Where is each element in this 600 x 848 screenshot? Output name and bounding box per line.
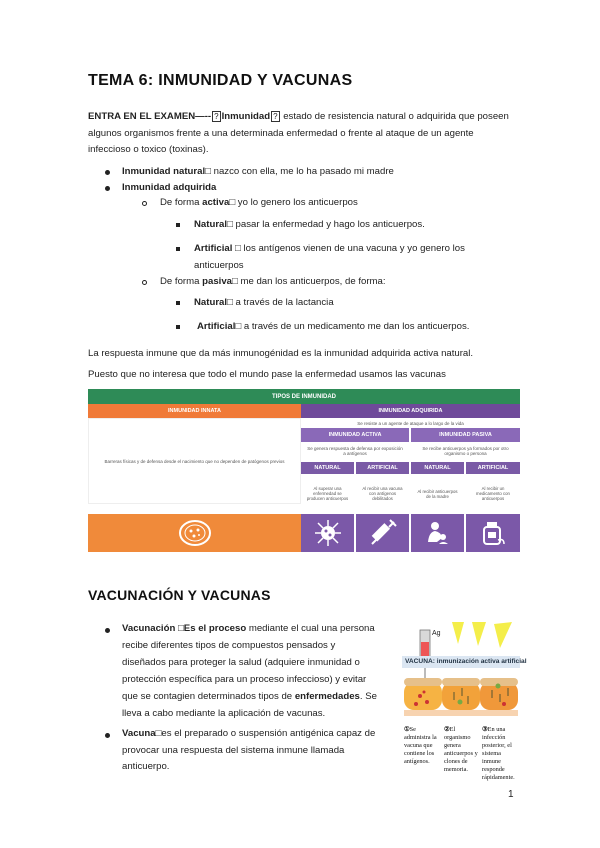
- cell-activa-artificial: Al recibir una vacuna con antígenos debilitados: [356, 475, 409, 512]
- figure-caption-3: ③En una infección posterior, el sistema inmune responde rápidamente.: [482, 726, 515, 781]
- list-item-natural: Inmunidad natural□ nazco con ella, me lo ha pasado mi madre: [122, 166, 394, 177]
- paragraph-vacunas: Puesto que no interesa que todo el mundo pase la enfermedad usamos las vacunas: [88, 369, 446, 380]
- list-item-pasiva-natural: Natural□ a través de la lactancia: [194, 297, 334, 308]
- list-item-activa-artificial-cont: anticuerpos: [194, 260, 244, 271]
- innata-description: Barreras físicas y de defensa desde el nacimiento que no dependen de patógenos previos: [88, 418, 301, 504]
- list-item-adquirida: Inmunidad adquirida: [122, 182, 217, 193]
- vacuna-line-1: Vacuna□es el preparado o suspensión antigénica capaz de: [122, 728, 376, 739]
- bullet: [105, 170, 110, 175]
- virus-icon: [301, 514, 354, 552]
- bullet-circle: [142, 201, 147, 206]
- intro-line-1: ENTRA EN EL EXAMEN—-- ? Inmunidad ? estado de resistencia natural o adquirida que poseen: [88, 111, 509, 122]
- bullet-square: [176, 325, 180, 329]
- vac-line-1: Vacunación □Es el proceso mediante el cual una persona: [122, 623, 375, 634]
- syringe-icon: [356, 514, 409, 552]
- vac-line-3: diseñados para proteger la salud (adquiere inmunidad o: [122, 657, 360, 668]
- pasiva-artificial-header: ARTIFICIAL: [466, 462, 520, 474]
- list-item-activa-artificial: Artificial □ los antígenos vienen de una vacuna y yo genero los: [194, 243, 465, 254]
- bullet-square: [176, 247, 180, 251]
- cell-activa-natural: Al superar una enfermedad se producen anticuerpos: [301, 475, 354, 512]
- figure-banner: VACUNA: inmunización activa artificial: [405, 658, 527, 665]
- medicine-bottle-icon: [466, 514, 520, 552]
- table-header: TIPOS DE INMUNIDAD: [88, 389, 520, 404]
- activa-header: INMUNIDAD ACTIVA: [301, 428, 409, 442]
- bullet: [105, 628, 110, 633]
- page-title: TEMA 6: INMUNIDAD Y VACUNAS: [88, 72, 353, 89]
- vaccine-figure: [402, 622, 527, 781]
- section-title-vacunacion: VACUNACIÓN Y VACUNAS: [88, 587, 271, 603]
- activa-description: Se genera respuesta de defensa por exposición a antígenos: [301, 442, 409, 460]
- pasiva-header: INMUNIDAD PASIVA: [411, 428, 520, 442]
- vac-line-5: que se contagien determinados tipos de enfermedades. Se: [122, 691, 377, 702]
- vac-line-4: protección específica para un proceso infeccioso) y evitar: [122, 674, 367, 685]
- cell-pasiva-artificial: Al recibir un medicamento con anticuerpos: [466, 475, 520, 512]
- pasiva-natural-header: NATURAL: [411, 462, 464, 474]
- list-item-pasiva-artificial: Artificial□ a través de un medicamento me dan los anticuerpos.: [197, 321, 470, 332]
- pasiva-description: Se recibe anticuerpos ya formados por otro organismo o persona: [411, 442, 520, 460]
- bullet-circle: [142, 280, 147, 285]
- figure-caption-1: ①Se administra la vacuna que contiene los antígenos.: [404, 726, 437, 765]
- mother-child-icon: [411, 514, 464, 552]
- adquirida-description: Se resiste a un agente de ataque a lo largo de la vida: [301, 418, 520, 428]
- vacuna-line-2: provocar una respuesta del sistema inmune llamada: [122, 745, 345, 756]
- bullet-square: [176, 223, 180, 227]
- immunity-table: [88, 389, 520, 552]
- vac-line-2: recibe diferentes tipos de compuestos pensados y: [122, 640, 336, 651]
- innata-header: INMUNIDAD INNATA: [88, 404, 301, 418]
- paragraph-respuesta: La respuesta inmune que da más inmunogénidad es la inmunidad adquirida activa natural.: [88, 348, 474, 359]
- intro-line-3: infeccioso o toxico (toxinas).: [88, 144, 209, 155]
- intro-line-2: algunos organismos frente a una determinada enfermedad o frente al ataque de un agente: [88, 128, 474, 139]
- list-item-activa-natural: Natural□ pasar la enfermedad y hago los anticuerpos.: [194, 219, 425, 230]
- figure-ag-label: Ag: [432, 630, 441, 637]
- activa-artificial-header: ARTIFICIAL: [356, 462, 409, 474]
- petri-dish-icon: [88, 514, 301, 552]
- adquirida-header: INMUNIDAD ADQUIRIDA: [301, 404, 520, 418]
- cell-pasiva-natural: Al recibir anticuerpos de la madre: [411, 475, 464, 512]
- bullet-square: [176, 301, 180, 305]
- figure-caption-2: ②El organismo genera anticuerpos y clones de memoria.: [444, 726, 478, 773]
- list-item-activa: De forma activa□ yo lo genero los anticuerpos: [160, 197, 358, 208]
- activa-natural-header: NATURAL: [301, 462, 354, 474]
- bullet: [105, 186, 110, 191]
- bullet: [105, 733, 110, 738]
- page-number: 1: [508, 789, 514, 800]
- vac-line-6: lleva a cabo mediante la aplicación de vacunas.: [122, 708, 326, 719]
- list-item-pasiva: De forma pasiva□ me dan los anticuerpos, de forma:: [160, 276, 386, 287]
- vacuna-line-3: anticuerpo.: [122, 761, 170, 772]
